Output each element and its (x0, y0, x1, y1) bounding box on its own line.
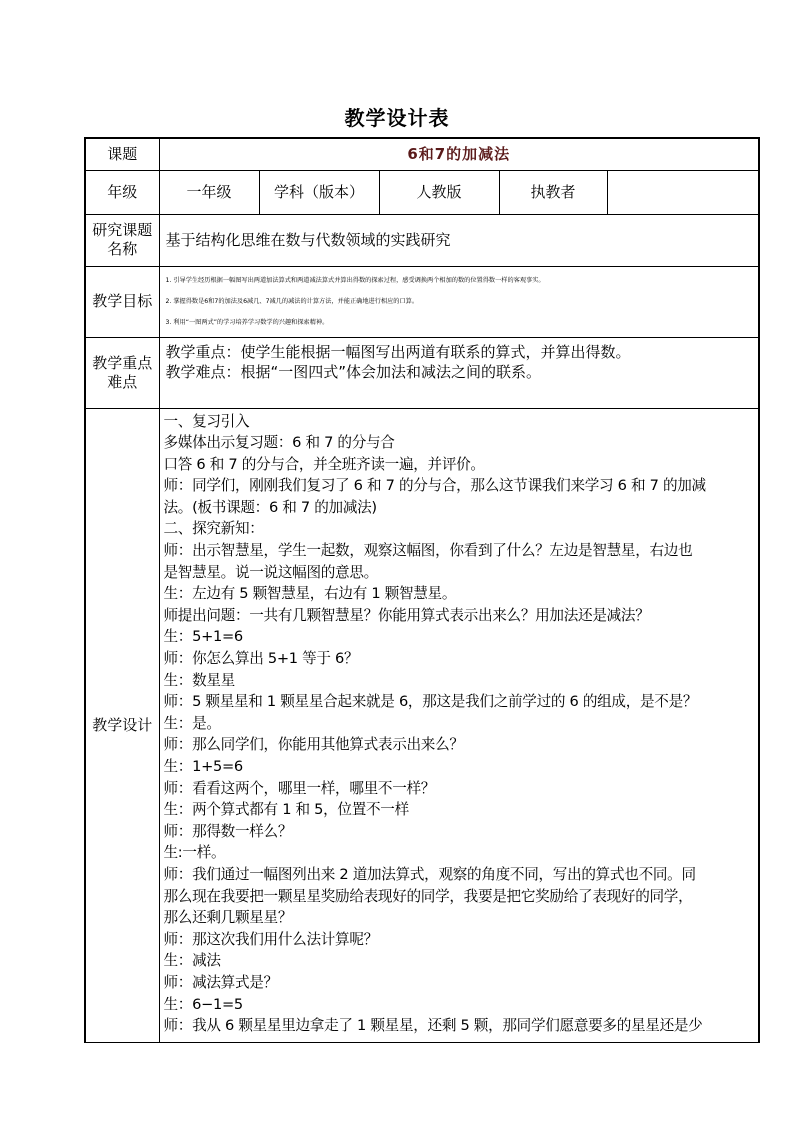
design-line: 生：数星星 (163, 671, 235, 689)
design-line: 师：减法算式是？ (163, 973, 278, 991)
design-line: 师：那得数一样么？ (163, 822, 293, 840)
row-grade-subject (85, 170, 759, 214)
grade-value: 一年级 (159, 170, 259, 214)
design-line: 多媒体出示复习题：6 和 7 的分与合 (163, 434, 395, 452)
design-line: 师：我从 6 颗星星里边拿走了 1 颗星星，还剩 5 颗，那同学们愿意要多的星星还是少 (163, 1017, 703, 1035)
subject-value: 人教版 (379, 170, 499, 214)
design-line: 是智慧星。说一说这幅图的意思。 (163, 563, 378, 581)
course-label: 课题 (85, 138, 159, 170)
design-line: 师：看看这两个，哪里一样，哪里不一样？ (163, 779, 436, 797)
keypoint-item: 教学重点：使学生能根据一幅图写出两道有联系的算式，并算出得数。 (165, 342, 631, 361)
design-line: 生：6−1=5 (163, 995, 243, 1013)
research-label: 研究课题名称 (85, 214, 159, 266)
subject-label: 学科（版本） (259, 170, 379, 214)
keypoints-label: 教学重点难点 (85, 337, 159, 408)
row-course (85, 138, 759, 170)
row-keypoints (85, 337, 759, 408)
design-line: 口答 6 和 7 的分与合，并全班齐读一遍，并评价。 (163, 455, 485, 473)
design-line: 生：减法 (163, 952, 221, 970)
teacher-value (607, 170, 759, 214)
design-line: 二、探究新知： (163, 520, 264, 538)
research-value: 基于结构化思维在数与代数领域的实践研究 (159, 214, 759, 266)
design-label: 教学设计 (85, 408, 159, 1042)
row-goals (85, 266, 759, 337)
design-line: 生：左边有 5 颗智慧星，右边有 1 颗智慧星。 (163, 585, 457, 603)
design-line: 生：两个算式都有 1 和 5，位置不一样 (163, 801, 409, 819)
design-line: 那么还剩几颗星星？ (163, 909, 293, 927)
design-line: 师提出问题：一共有几颗智慧星？你能用算式表示出来么？用加法还是减法？ (163, 606, 650, 624)
design-line: 一、复习引入 (163, 412, 250, 430)
grade-label: 年级 (85, 170, 159, 214)
goal-item: 1. 引导学生经历根据一幅图写出两道加法算式和两道减法算式并算出得数的探索过程，感受调换两个相加的数的位置得数一样的客观事实。 (165, 277, 545, 284)
keypoints-cell (159, 337, 759, 408)
row-research-topic (85, 214, 759, 266)
design-line: 生：是。 (163, 714, 221, 732)
design-line: 师：那么同学们，你能用其他算式表示出来么？ (163, 736, 464, 754)
design-line: 生:一样。 (163, 844, 226, 862)
design-line: 法。(板书课题：6 和 7 的加减法) (163, 498, 377, 516)
teacher-label: 执教者 (499, 170, 607, 214)
goal-item: 2. 掌握得数是6和7的加法及6减几、7减几的减法的计算方法，并能正确地进行相应的口算。 (165, 298, 419, 305)
design-line: 生：1+5=6 (163, 758, 243, 775)
design-line: 那么现在我要把一颗星星奖励给表现好的同学，我要是把它奖励给了表现好的同学， (163, 887, 693, 905)
row-design (85, 408, 759, 1042)
design-line: 师：出示智慧星，学生一起数，观察这幅图，你看到了什么？左边是智慧星，右边也 (163, 542, 693, 560)
design-cell (159, 408, 759, 1042)
goal-item: 3. 利用“一图两式”的学习培养学习数学的兴趣和探索精神。 (165, 319, 329, 326)
design-line: 师：5 颗星星和 1 颗星星合起来就是 6，那这是我们之前学过的 6 的组成，是不是？ (163, 693, 698, 711)
goals-label: 教学目标 (85, 266, 159, 337)
design-line: 师：同学们，刚刚我们复习了 6 和 7 的分与合，那么这节课我们来学习 6 和 7 的加减 (163, 477, 706, 495)
goals-cell (159, 266, 759, 337)
design-line: 师：你怎么算出 5+1 等于 6？ (163, 650, 359, 668)
lesson-plan-table (84, 137, 760, 1043)
design-line: 生：5+1=6 (163, 628, 243, 646)
document-title: 教学设计表 (344, 106, 450, 130)
design-line: 师：那这次我们用什么法计算呢？ (163, 930, 378, 948)
course-value: 6和7的加减法 (159, 138, 759, 170)
keypoint-item: 教学难点：根据“一图四式”体会加法和减法之间的联系。 (165, 362, 542, 381)
design-line: 师：我们通过一幅图列出来 2 道加法算式，观察的角度不同，写出的算式也不同。同 (163, 865, 696, 883)
